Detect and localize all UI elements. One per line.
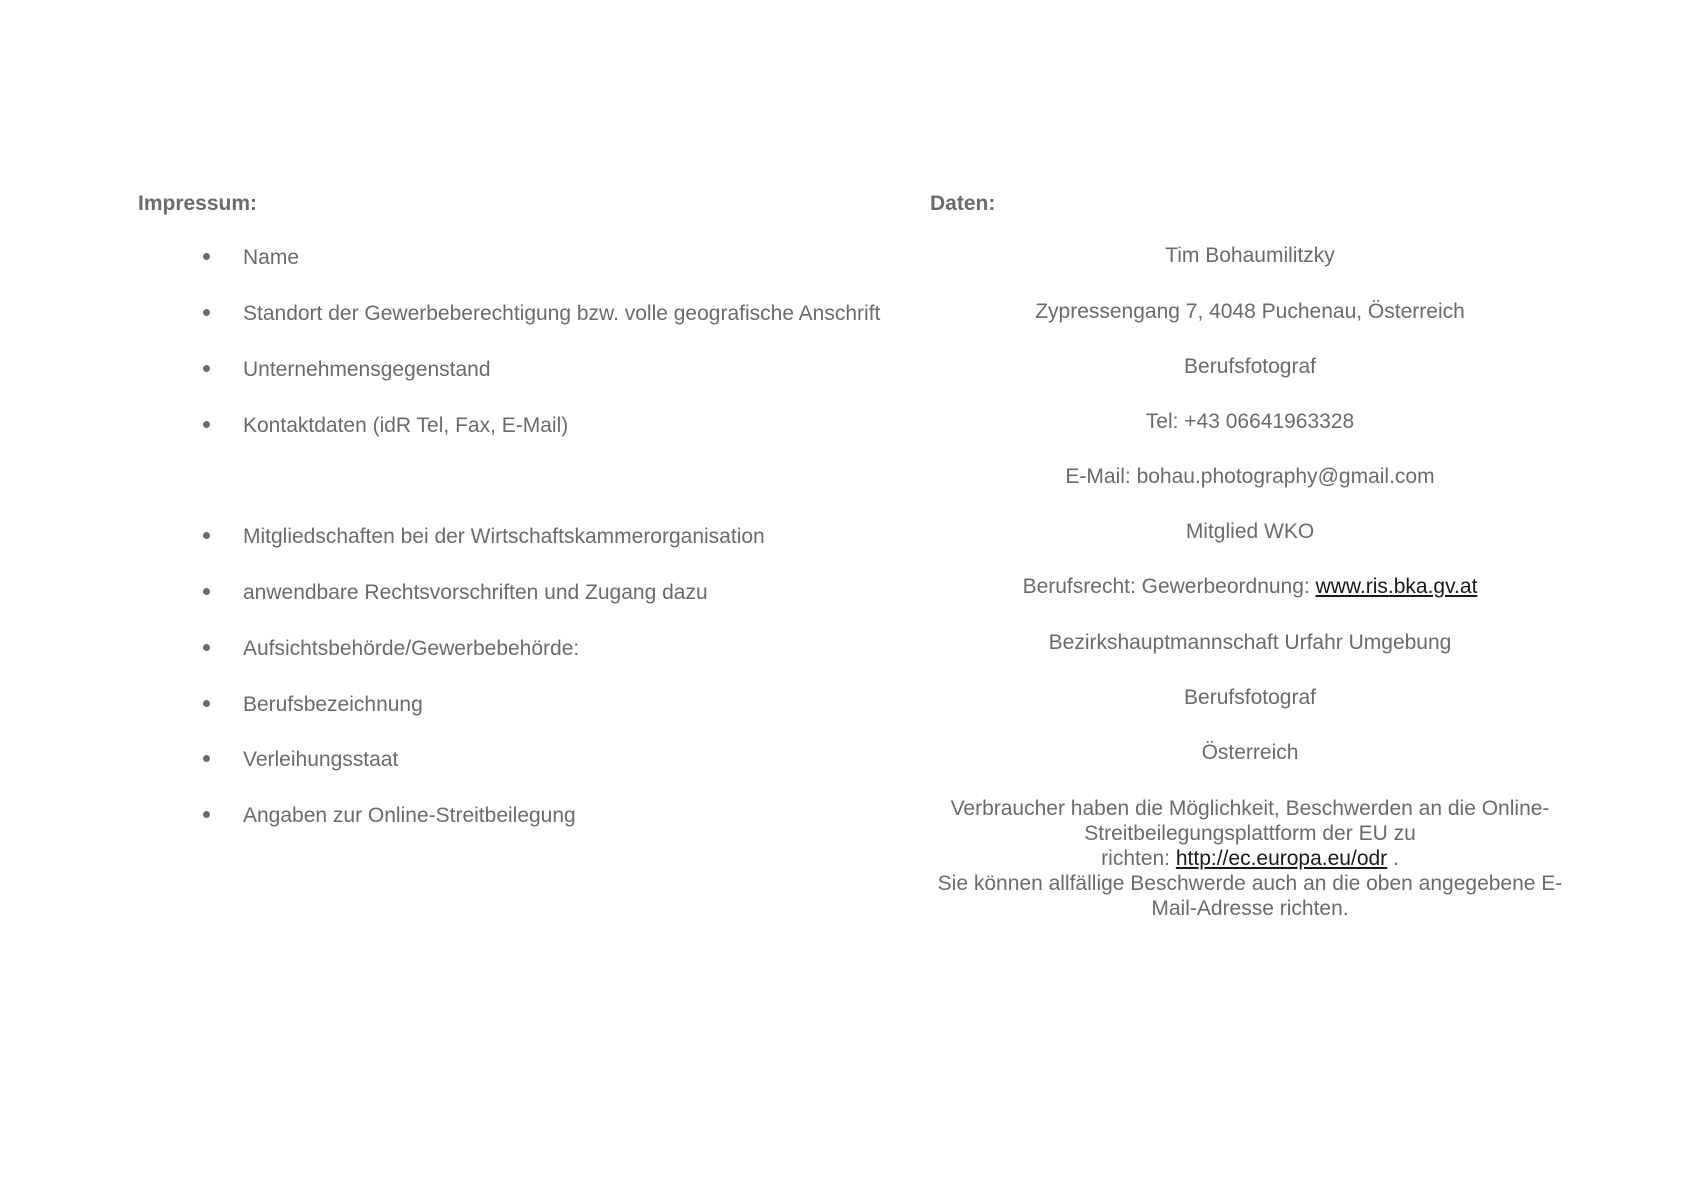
bullet-icon <box>203 421 210 428</box>
value-name: Tim Bohaumilitzky <box>1165 244 1335 267</box>
list-item <box>203 802 576 830</box>
impressum-heading: Impressum: <box>138 192 258 215</box>
value-membership: Mitglied WKO <box>1185 520 1315 543</box>
list-item <box>203 523 765 551</box>
value-country: Österreich <box>1201 741 1299 764</box>
odr-line: Sie können allfällige Beschwerde auch an die oben angegebene E- <box>937 872 1563 895</box>
item-label: Berufsbezeichnung <box>243 693 423 716</box>
odr-line <box>930 846 1570 871</box>
bullet-icon <box>203 755 210 762</box>
bullet-icon <box>203 588 210 595</box>
value-email: E-Mail: bohau.photography@gmail.com <box>1065 465 1435 488</box>
bullet-icon <box>203 253 210 260</box>
odr-line: Streitbeilegungsplattform der EU zu <box>1084 822 1416 845</box>
daten-heading: Daten: <box>930 192 996 215</box>
bullet-icon <box>203 644 210 651</box>
item-label: Aufsichtsbehörde/Gewerbebehörde: <box>243 637 580 660</box>
bullet-icon <box>203 309 210 316</box>
value-phone: Tel: +43 06641963328 <box>1145 410 1355 433</box>
list-item <box>203 746 398 774</box>
list-item <box>203 635 579 663</box>
list-item <box>203 579 708 607</box>
list-item <box>203 244 299 272</box>
odr-text <box>930 796 1570 921</box>
list-item <box>203 356 491 384</box>
list-item <box>203 691 423 719</box>
bullet-icon <box>203 811 210 818</box>
odr-line: Verbraucher haben die Möglichkeit, Beschwerden an die Online- <box>950 797 1550 820</box>
bullet-icon <box>203 700 210 707</box>
legal-prefix: Berufsrecht: Gewerbeordnung: <box>1022 575 1316 598</box>
odr-link[interactable]: http://ec.europa.eu/odr <box>1175 847 1388 870</box>
item-label: Verleihungsstaat <box>243 748 399 771</box>
ris-link[interactable]: www.ris.bka.gv.at <box>1315 575 1478 598</box>
list-item <box>203 412 568 440</box>
item-label: Kontaktdaten (idR Tel, Fax, E-Mail) <box>243 414 569 437</box>
value-legal <box>920 573 1580 601</box>
odr-line: Mail-Adresse richten. <box>1151 897 1349 920</box>
bullet-icon <box>203 532 210 539</box>
item-label: anwendbare Rechtsvorschriften und Zugang dazu <box>243 581 708 604</box>
odr-prefix: richten: <box>1101 847 1176 870</box>
item-label: Angaben zur Online-Streitbeilegung <box>243 804 576 827</box>
odr-suffix: . <box>1387 847 1399 870</box>
value-business: Berufsfotograf <box>1184 355 1316 378</box>
list-item <box>203 300 880 328</box>
bullet-icon <box>203 365 210 372</box>
item-label: Standort der Gewerbeberechtigung bzw. volle geografische Anschrift <box>243 302 881 325</box>
value-authority: Bezirkshauptmannschaft Urfahr Umgebung <box>1048 631 1452 654</box>
value-profession: Berufsfotograf <box>1184 686 1316 709</box>
item-label: Mitgliedschaften bei der Wirtschaftskammerorganisation <box>243 525 765 548</box>
value-address: Zypressengang 7, 4048 Puchenau, Österreich <box>1035 300 1465 323</box>
item-label: Unternehmensgegenstand <box>243 358 491 381</box>
item-label: Name <box>243 246 300 269</box>
